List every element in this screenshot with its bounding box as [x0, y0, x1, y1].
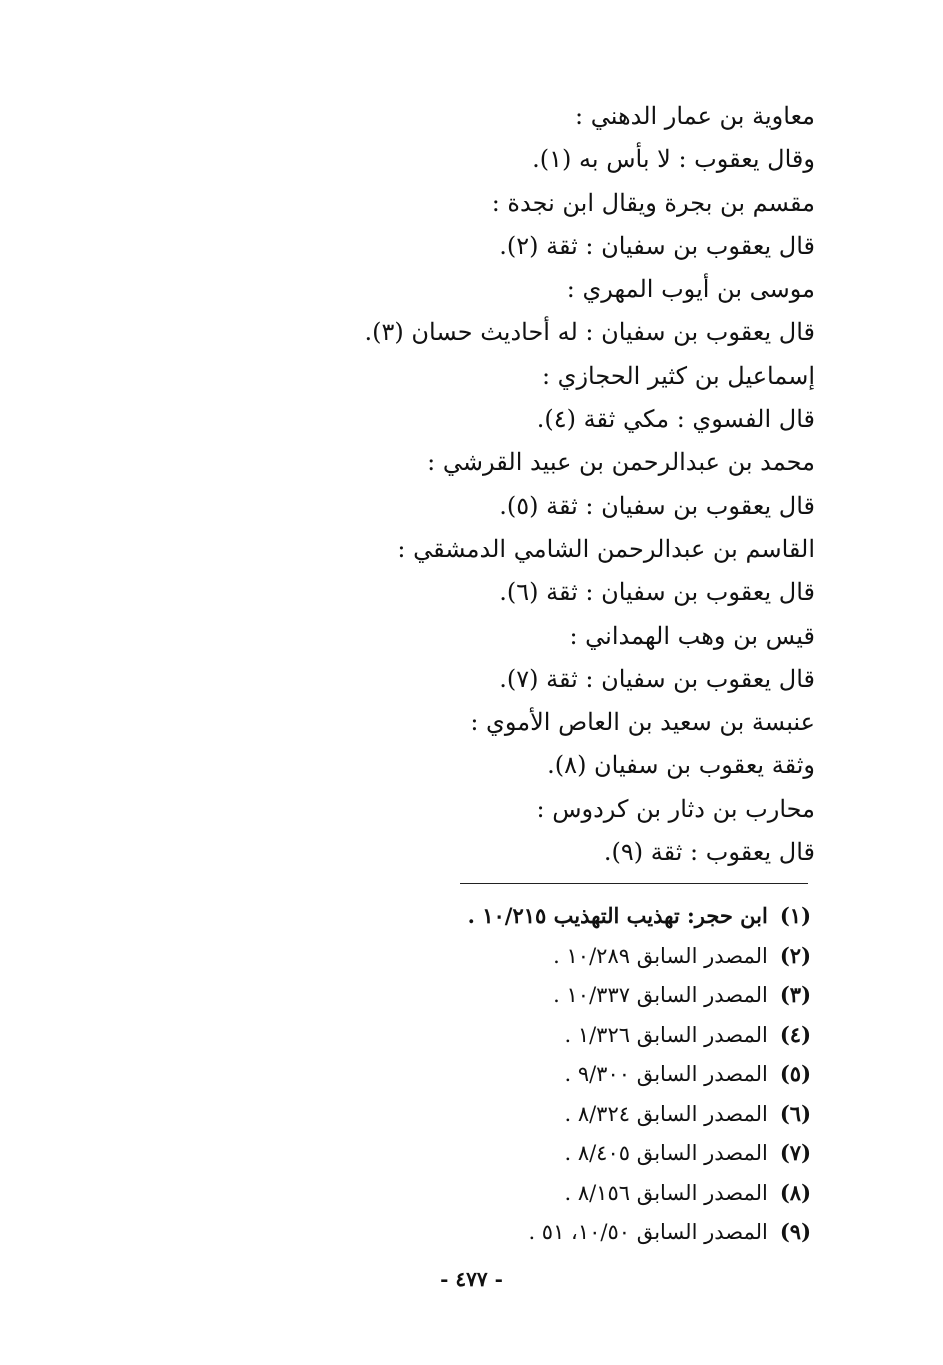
footnote-number: (١)	[779, 903, 811, 928]
footnote-text: المصدر السابق ١٠/٣٣٧ .	[553, 983, 768, 1007]
narrator-name: موسى بن أيوب المهري :	[566, 275, 815, 304]
narrator-name: إسماعيل بن كثير الحجازي :	[541, 361, 815, 390]
footnote	[311, 1133, 811, 1173]
footnote-number: (٩)	[779, 1219, 811, 1244]
narrator-name: معاوية بن عمار الدهني :	[574, 102, 815, 130]
footnote	[311, 1054, 811, 1094]
footnote-number: (٥)	[779, 1061, 811, 1086]
footnote	[311, 975, 811, 1015]
footnote-number: (٨)	[779, 1179, 811, 1205]
footnote	[311, 896, 811, 936]
narrator-list	[255, 95, 815, 874]
footnote-text: المصدر السابق ٩/٣٠٠ .	[564, 1062, 768, 1086]
page-number: - ٤٧٧ -	[440, 1267, 503, 1291]
narrator-name: محمد بن عبدالرحمن بن عبيد القرشي :	[427, 448, 815, 477]
footnotes-list	[311, 896, 811, 1252]
narrator-grading: قال الفسوي : مكي ثقة (٤).	[536, 405, 815, 434]
footnote-text: المصدر السابق ١٠/٢٨٩ .	[553, 943, 768, 968]
footnote-text: المصدر السابق ١/٣٢٦ .	[564, 1022, 768, 1047]
footnote-number: (٧)	[779, 1140, 811, 1165]
narrator-grading: قال يعقوب بن سفيان : ثقة (٥).	[499, 491, 815, 520]
footnote-text: المصدر السابق ٨/٤٠٥ .	[564, 1141, 768, 1165]
narrator-name: القاسم بن عبدالرحمن الشامي الدمشقي :	[397, 534, 815, 563]
footnote-number: (٢)	[779, 942, 811, 968]
narrator-name: مقسم بن بجرة ويقال ابن نجدة :	[491, 188, 815, 217]
narrator-grading: قال يعقوب بن سفيان : ثقة (٧).	[499, 664, 815, 693]
narrator-grading: قال يعقوب بن سفيان : ثقة (٦).	[499, 578, 815, 607]
footnote-text: المصدر السابق ١٠/٥٠، ٥١ .	[528, 1220, 768, 1244]
footnote-separator	[460, 883, 808, 884]
narrator-grading: قال يعقوب بن سفيان : له أحاديث حسان (٣).	[364, 318, 815, 347]
footnote	[311, 1015, 811, 1055]
footnote	[311, 1212, 811, 1252]
footnote-text: المصدر السابق ٨/٣٢٤ .	[564, 1101, 768, 1126]
footnote	[311, 1173, 811, 1213]
narrator-grading: قال يعقوب : ثقة (٩).	[603, 838, 815, 867]
narrator-name: قيس بن وهب الهمداني :	[569, 621, 815, 650]
narrator-name: محارب بن دثار بن كردوس :	[536, 794, 815, 823]
footnote-number: (٣)	[779, 982, 811, 1007]
footnote-text: ابن حجر: تهذيب التهذيب ١٠/٢١٥ .	[467, 903, 768, 928]
narrator-grading: وقال يعقوب : لا بأس به (١).	[532, 145, 815, 174]
footnote-number: (٦)	[779, 1100, 811, 1126]
narrator-grading: قال يعقوب بن سفيان : ثقة (٢).	[499, 231, 815, 260]
footnote	[311, 1094, 811, 1134]
narrator-grading: وثقة يعقوب بن سفيان (٨).	[547, 751, 815, 780]
footnote-number: (٤)	[779, 1021, 811, 1047]
footnote	[311, 936, 811, 976]
narrator-name: عنبسة بن سعيد بن العاص الأموي :	[470, 708, 815, 737]
footnote-text: المصدر السابق ٨/١٥٦ .	[564, 1180, 768, 1205]
